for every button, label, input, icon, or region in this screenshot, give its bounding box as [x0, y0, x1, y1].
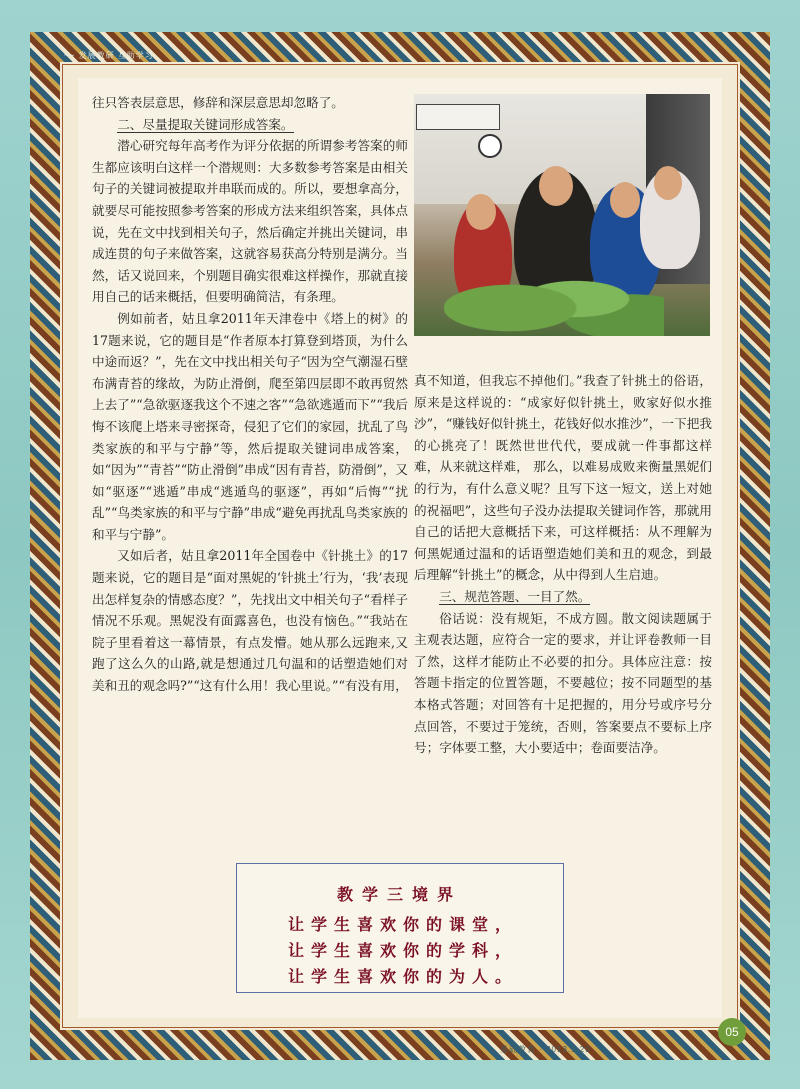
person-head: [466, 194, 496, 230]
page-number-badge: 05: [718, 1018, 746, 1046]
photo-sign: [416, 104, 500, 130]
classroom-photo: [414, 94, 710, 336]
motto-line: 让学生喜欢你的为人。: [288, 967, 519, 986]
person-head: [654, 166, 682, 200]
header-note: ~~ 发展教研 互助学习: [64, 51, 154, 60]
section-title-3: [414, 586, 712, 608]
section-title-2: [92, 114, 408, 136]
paragraph: 往只答表层意思，修辞和深层意思却忽略了。: [92, 95, 344, 110]
section-title-text: 二、尽量提取关键词形成答案。: [117, 116, 294, 132]
paragraph: 潜心研究每年高考作为评分依据的所谓参考答案的师生都应该明白这样一个潜规则：大多数参考答案是由相关句子的关键词被提取并串联而成的。所以，要想拿高分，就要尽可能按照参考答案的形成方法来组织答案，具体点说，先在文中找到相关句子，然后确定并挑出关键词，串成连贯的句子来做答案，这就容易获高分特别是满分。当然，话又说回来，个别题目确实很难这样操作，那就直接用自己的话来概括，但要明确简洁，有条理。: [92, 138, 408, 305]
plant-foliage: [444, 254, 664, 336]
paragraph: 例如前者，姑且拿2011年天津卷中《塔上的树》的17题来说，它的题目是“作者原本打算登到塔顶，为什么中途而返？”，先在文中找出相关句子“因为空气潮湿石壁布满青苔的缘故，为防止滑倒，爬至第四层即不敢再贸然上去了”“急欲驱逐我这个不速之客”“急欲逃遁而下”“我后悔不该爬上塔来寻密探奇，侵犯了它们的家园，扰乱了鸟类家族的和平与宁静”等，然后提取关键词串成答案，如“因为”“青苔”“防止滑倒”串成“因有青苔，防滑倒”，又如“驱逐”“逃遁”串成“逃遁鸟的驱逐”，再如“后悔”“扰乱”“鸟类家族的和平与宁静”串成“避免再扰乱鸟类家族的和平与宁静”。: [92, 310, 408, 542]
person-head: [539, 166, 573, 206]
clock-icon: [478, 134, 502, 158]
motto-line: 让学生喜欢你的学科，: [288, 941, 519, 960]
footer-note: 基础教育 · 2013.1.20: [500, 1045, 591, 1054]
person-head: [610, 182, 640, 218]
left-column: [92, 92, 408, 697]
paragraph: 又如后者，姑且拿2011年全国卷中《针挑土》的17题来说，它的题目是“面对黑妮的‘针挑土’行为，‘我’表现出怎样复杂的情感态度？”，先找出文中相关句子“看样子情况不乐观。黑妮没有面露喜色，也没有恼色。”“我站在院子里看着这一幕情景，有点发懵。她从那么远跑来,又跑了这么久的山路,就是想通过几句温和的话塑造她们对美和丑的观念吗?”“这有什么用！我心里说。”“有没有用，: [92, 548, 408, 694]
right-column: [414, 370, 712, 759]
motto-title: 教学三境界: [337, 885, 463, 904]
section-title-text: 三、规范答题、一目了然。: [439, 588, 591, 604]
paragraph: 真不知道，但我忘不掉他们。”我查了针挑土的俗语，原来是这样说的：“成家好似针挑土，败家好似水推沙”，“赚钱好似针挑土，花钱好似水推沙”，一下把我的心挑亮了！既然世世代代，要成就一件事都这样难，从来就这样难， 那么，以难易成败来衡量黑妮们的行为，有什么意义呢？且写下这一短文，送上对她的祝福吧”，这些句子没办法提取关键词作答，那就用自己的话把大意概括下来，可这样概括：从不理解为何黑妮通过温和的话语塑造她们美和丑的观念，到最后理解“针挑土”的概念，从中得到人生启迪。: [414, 373, 712, 583]
motto-line: 让学生喜欢你的课堂，: [288, 915, 519, 934]
paragraph: 俗话说：没有规矩，不成方圆。散文阅读题属于主观表达题，应符合一定的要求，并让评卷教师一目了然，这样才能防止不必要的扣分。具体应注意：按答题卡指定的位置答题，不要越位；按不同题型的基本格式答题；对回答有十足把握的，用分号或序号分点回答，不要过于笼统，否则，答案要点不要标上序号；字体要工整，大小要适中；卷面要洁净。: [414, 610, 712, 756]
